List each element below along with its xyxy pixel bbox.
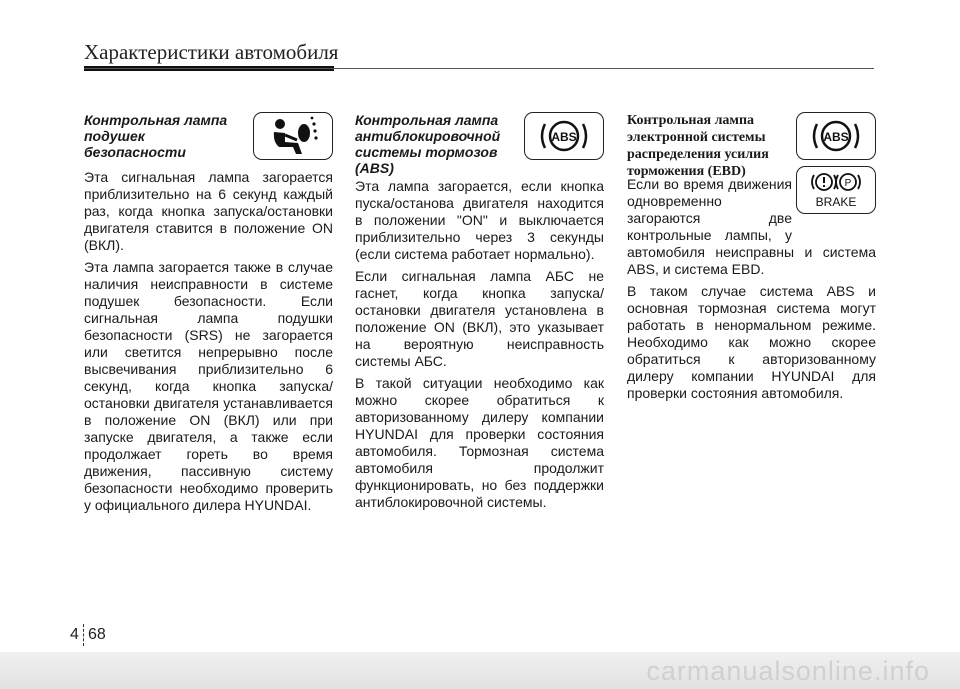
abs-section bbox=[355, 112, 604, 516]
watermark: carmanualsonline.info bbox=[646, 656, 930, 686]
ebd-paragraph-2: В таком случае система ABS и основная тормозная система могут работать в ненормальном режиме. Необходимо как можно скорее обратиться к авторизованному дилеру компании HYUNDAI для проверки состояния автомобиля. bbox=[627, 283, 876, 401]
header-rule bbox=[84, 68, 874, 69]
ebd-section bbox=[627, 112, 876, 209]
abs-paragraph-1: Эта лампа загорается, если кнопка пуска/останова двигателя находится в положении "ON" и выключается приблизительно через 3 секунды (если система работает нормально). bbox=[355, 178, 604, 262]
brake-icon-label: BRAKE bbox=[815, 195, 857, 209]
airbag-paragraph-2: Эта лампа загорается также в случае наличия неисправности в системе подушек безопасности. Если сигнальная лампа подушки безопасности (SRS) не загорается или светится непрерывно после высвечивания приблизительно 6 секунд, когда кнопка запуска/остановки двигателя устанавливается в положение ON (ВКЛ) или при запуске двигателя, а также если продолжает гореть во время движения, пассивную систему безопасности необходимо проверить у официального дилера HYUNDAI. bbox=[84, 259, 333, 513]
ebd-heading: Контрольная лампа электронной системы распределения усилия торможения (EBD) bbox=[627, 113, 769, 179]
page-number-value: 68 bbox=[88, 626, 106, 643]
abs-icon-label: ABS bbox=[823, 130, 849, 144]
ebd-wrap-spacer bbox=[792, 176, 876, 228]
abs-heading: Контрольная лампа антиблокировочной системы тормозов (ABS) bbox=[355, 112, 501, 176]
airbag-warning-icon bbox=[253, 112, 333, 160]
abs-icon-label: ABS bbox=[551, 130, 577, 144]
ebd-paragraph-1: Если во время движения одновременно загораются две контрольные лампы, у автомобиля неисправны и система ABS, и система EBD. bbox=[627, 176, 876, 277]
airbag-paragraph-1: Эта сигнальная лампа загорается приблизительно на 6 секунд каждый раз, когда кнопка запуска/остановки двигателя ставится в положение ON (ВКЛ). bbox=[84, 169, 333, 253]
section-number: 4 bbox=[70, 626, 79, 643]
abs-warning-icon bbox=[524, 112, 604, 160]
page-title: Характеристики автомобиля bbox=[84, 40, 339, 64]
ebd-body bbox=[627, 176, 876, 407]
abs-paragraph-3: В такой ситуации необходимо как можно скорее обратиться к авторизованному дилеру компании HYUNDAI для проверки состояния автомобиля. Тормозная система автомобиля продолжит функционировать, но без поддержки антиблокировочной системы. bbox=[355, 375, 604, 510]
brake-icon-p: P bbox=[844, 178, 852, 189]
abs-paragraph-2: Если сигнальная лампа АБС не гаснет, когда кнопка запуска/остановки двигателя установлена в положение ON (ВКЛ), это указывает на вероятную неисправность системы АБС. bbox=[355, 268, 604, 369]
page-separator bbox=[83, 624, 84, 646]
airbag-section bbox=[84, 112, 333, 519]
abs-warning-icon bbox=[796, 112, 876, 160]
airbag-heading: Контрольная лампа подушек безопасности bbox=[84, 112, 228, 160]
